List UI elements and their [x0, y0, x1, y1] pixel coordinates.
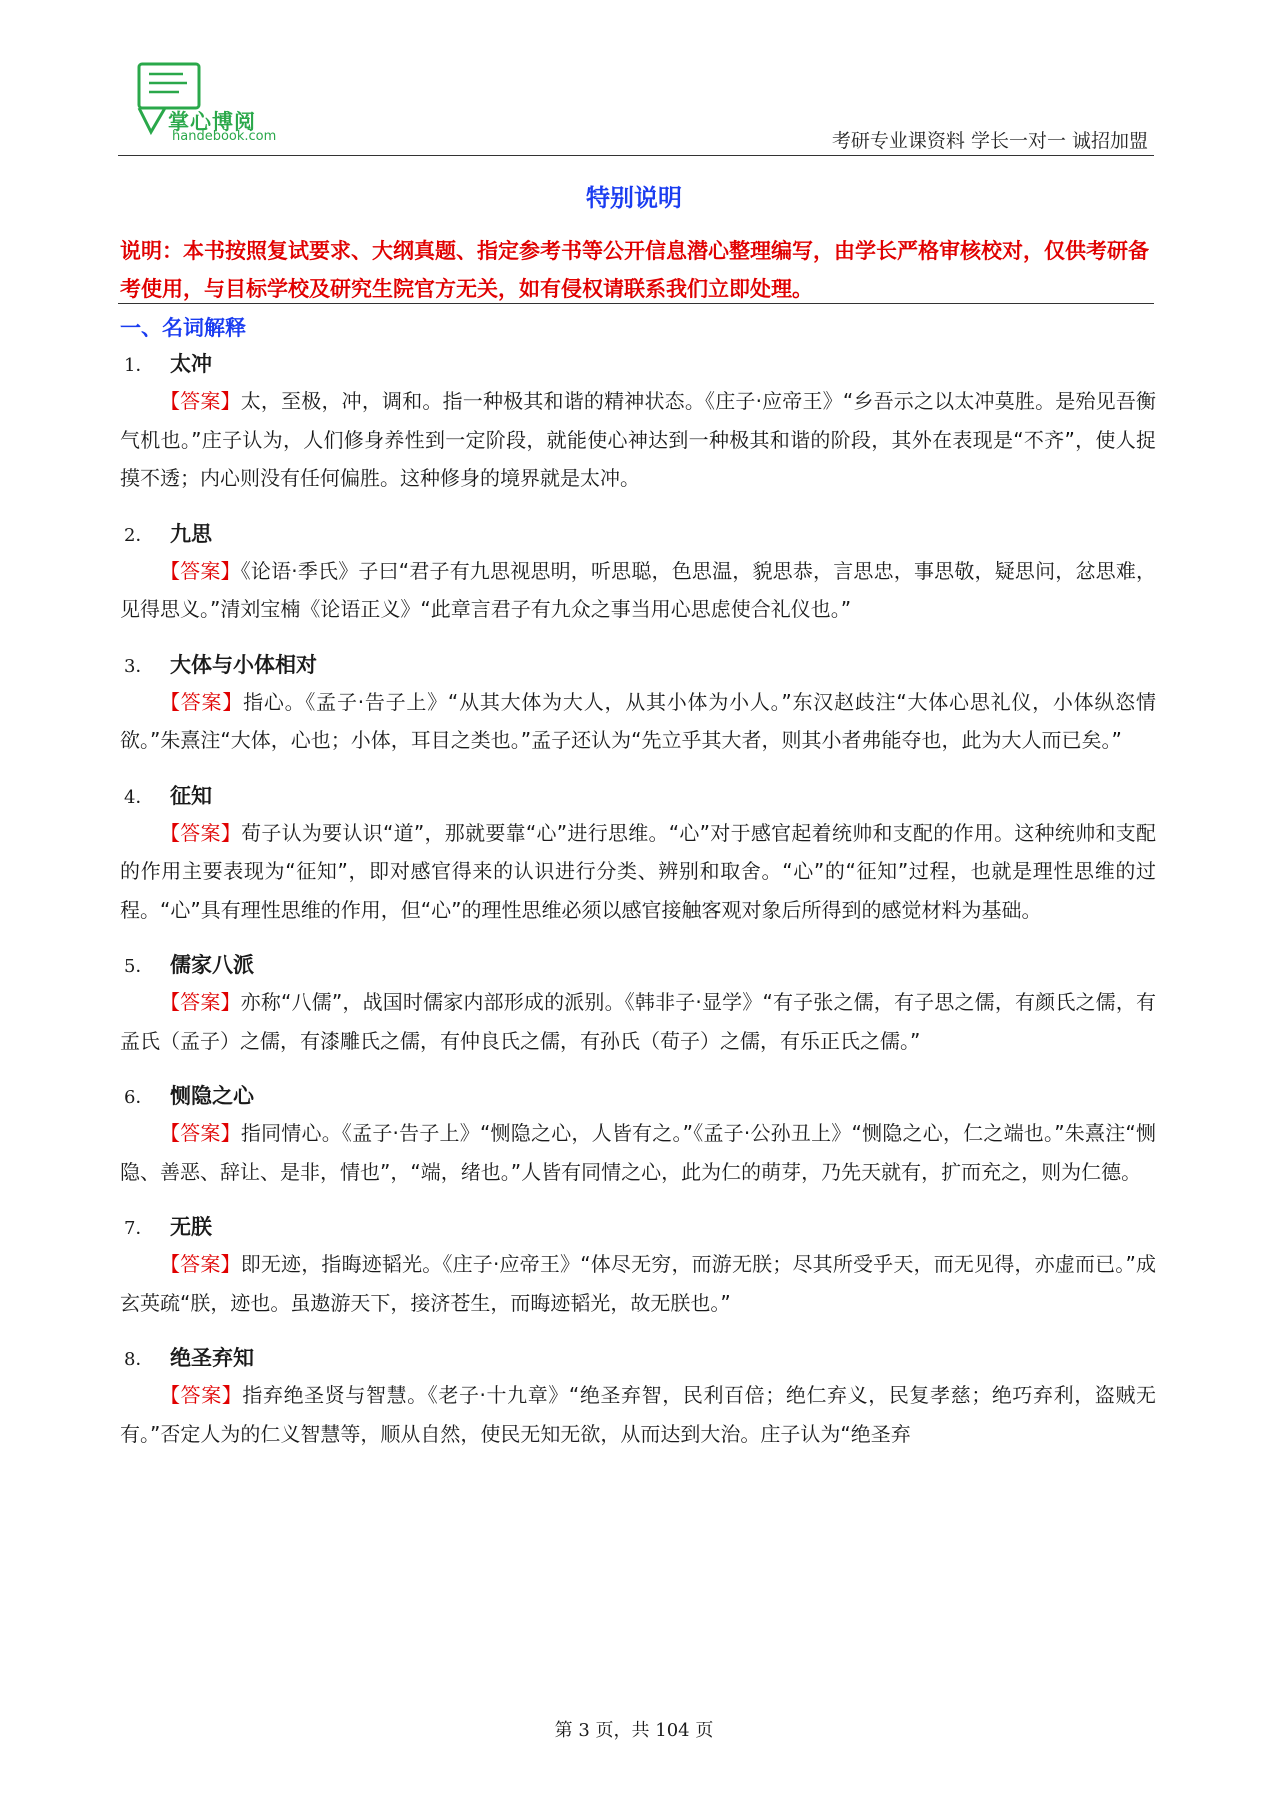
term-number: 3． — [124, 655, 154, 677]
term-number: 7． — [124, 1218, 154, 1239]
term-name: 大体与小体相对 — [170, 652, 317, 677]
logo-text: 掌心博阅 — [168, 110, 256, 134]
header-divider — [118, 155, 1154, 156]
term-heading — [120, 346, 1156, 382]
page-title: 特别说明 — [586, 184, 682, 212]
glossary-entry — [120, 647, 1156, 760]
answer-text: 指弃绝圣贤与智慧。《老子·十九章》“绝圣弃智，民利百倍；绝仁弃义，民复孝慈；绝巧弃利，盗贼无有。”否定人为的仁义智慧等，顺从自然，使民无知无欲，从而达到大治。庄子认为“绝圣弃 — [120, 1383, 1156, 1446]
term-answer — [120, 814, 1156, 930]
term-name: 绝圣弃知 — [170, 1346, 254, 1370]
answer-tag: 【答案】 — [160, 820, 242, 845]
term-number: 1． — [124, 355, 154, 376]
term-heading — [120, 778, 1156, 814]
term-answer — [120, 552, 1156, 629]
term-name: 征知 — [170, 783, 212, 808]
term-answer — [120, 382, 1156, 498]
answer-tag: 【答案】 — [160, 1121, 241, 1145]
section-title: 一、名词解释 — [120, 316, 246, 340]
answer-text: 荀子认为要认识“道”，那就要靠“心”进行思维。“心”对于感官起着统帅和支配的作用。这种统帅和支配的作用主要表现为“征知”，即对感官得来的认识进行分类、辨别和取舍。“心”的“征知”过程，也就是理性思维的过程。“心”具有理性思维的作用，但“心”的理性思维必须以感官接触客观对象后所得到的感觉材料为基础。 — [120, 820, 1157, 922]
term-name: 恻隐之心 — [170, 1084, 254, 1108]
answer-tag: 【答案】 — [160, 558, 241, 583]
glossary-entry — [120, 516, 1156, 629]
answer-text: 太，至极，冲，调和。指一种极其和谐的精神状态。《庄子·应帝王》“乡吾示之以太冲莫胜。是殆见吾衡气机也。”庄子认为，人们修身养性到一定阶段，就能使心神达到一种极其和谐的阶段，其外在表现是“不齐”，使人捉摸不透；内心则没有任何偏胜。这种修身的境界就是太冲。 — [120, 389, 1157, 490]
page-footer: 第 3 页，共 104 页 — [554, 1720, 714, 1741]
glossary-entry — [120, 1340, 1156, 1453]
answer-tag: 【答案】 — [160, 1252, 241, 1276]
term-name: 无朕 — [170, 1215, 212, 1239]
answer-text: 亦称“八儒”，战国时儒家内部形成的派别。《韩非子·显学》“有子张之儒，有子思之儒，有颜氏之儒，有孟氏（孟子）之儒，有漆雕氏之儒，有仲良氏之儒，有孙氏（荀子）之儒，有乐正氏之儒。” — [120, 990, 1156, 1053]
glossary-entry — [120, 947, 1156, 1060]
glossary-list — [120, 346, 1156, 1471]
answer-tag: 【答案】 — [160, 689, 244, 714]
term-answer — [120, 1376, 1156, 1453]
notice-divider — [118, 303, 1154, 304]
glossary-entry — [120, 778, 1156, 930]
term-number: 8． — [124, 1349, 154, 1370]
answer-text: 指心。《孟子·告子上》“从其大体为大人，从其小体为小人。”东汉赵歧注“大体心思礼仪，小体纵恣情欲。”朱熹注“大体，心也；小体，耳目之类也。”孟子还认为“先立乎其大者，则其小者弗能夺也，此为大人而已矣。” — [120, 689, 1156, 752]
glossary-entry — [120, 346, 1156, 498]
answer-tag: 【答案】 — [160, 1383, 243, 1407]
term-number: 2． — [124, 524, 154, 546]
answer-text: 指同情心。《孟子·告子上》“恻隐之心，人皆有之。”《孟子·公孙丑上》“恻隐之心，仁之端也。”朱熹注“恻隐、善恶、辞让、是非，情也”，“端，绪也。”人皆有同情之心，此为仁的萌芽，乃先天就有，扩而充之，则为仁德。 — [120, 1121, 1156, 1184]
term-answer — [120, 683, 1156, 760]
term-heading — [120, 1078, 1156, 1114]
term-answer — [120, 983, 1156, 1060]
glossary-entry — [120, 1209, 1156, 1322]
term-heading — [120, 647, 1156, 683]
answer-text: 即无迹，指晦迹韬光。《庄子·应帝王》“体尽无穷，而游无朕；尽其所受乎天，而无见得，亦虚而已。”成玄英疏“朕，迹也。虽遨游天下，接济苍生，而晦迹韬光，故无朕也。” — [120, 1252, 1156, 1315]
term-answer — [120, 1245, 1156, 1322]
answer-tag: 【答案】 — [160, 990, 241, 1014]
term-number: 5． — [124, 956, 154, 977]
term-name: 太冲 — [170, 352, 212, 376]
term-heading — [120, 1340, 1156, 1376]
term-number: 4． — [124, 786, 154, 808]
header-tagline: 考研专业课资料 学长一对一 诚招加盟 — [831, 130, 1148, 152]
answer-tag: 【答案】 — [160, 389, 241, 413]
term-number: 6． — [124, 1087, 154, 1108]
answer-text: 《论语·季氏》子曰“君子有九思视思明，听思聪，色思温，貌思恭，言思忠，事思敬，疑思问，忿思难，见得思义。”清刘宝楠《论语正义》“此章言君子有九众之事当用心思虑使合礼仪也。” — [120, 558, 1157, 621]
glossary-entry — [120, 1078, 1156, 1191]
term-answer — [120, 1114, 1156, 1191]
logo-url: handebook.com — [172, 129, 277, 144]
term-name: 儒家八派 — [170, 953, 254, 977]
term-heading — [120, 516, 1156, 552]
term-heading — [120, 947, 1156, 983]
term-name: 九思 — [170, 521, 212, 546]
copyright-notice: 说明：本书按照复试要求、大纲真题、指定参考书等公开信息潜心整理编写，由学长严格审核校对，仅供考研备考使用，与目标学校及研究生院官方无关，如有侵权请联系我们立即处理。 — [120, 239, 1149, 301]
term-heading — [120, 1209, 1156, 1245]
